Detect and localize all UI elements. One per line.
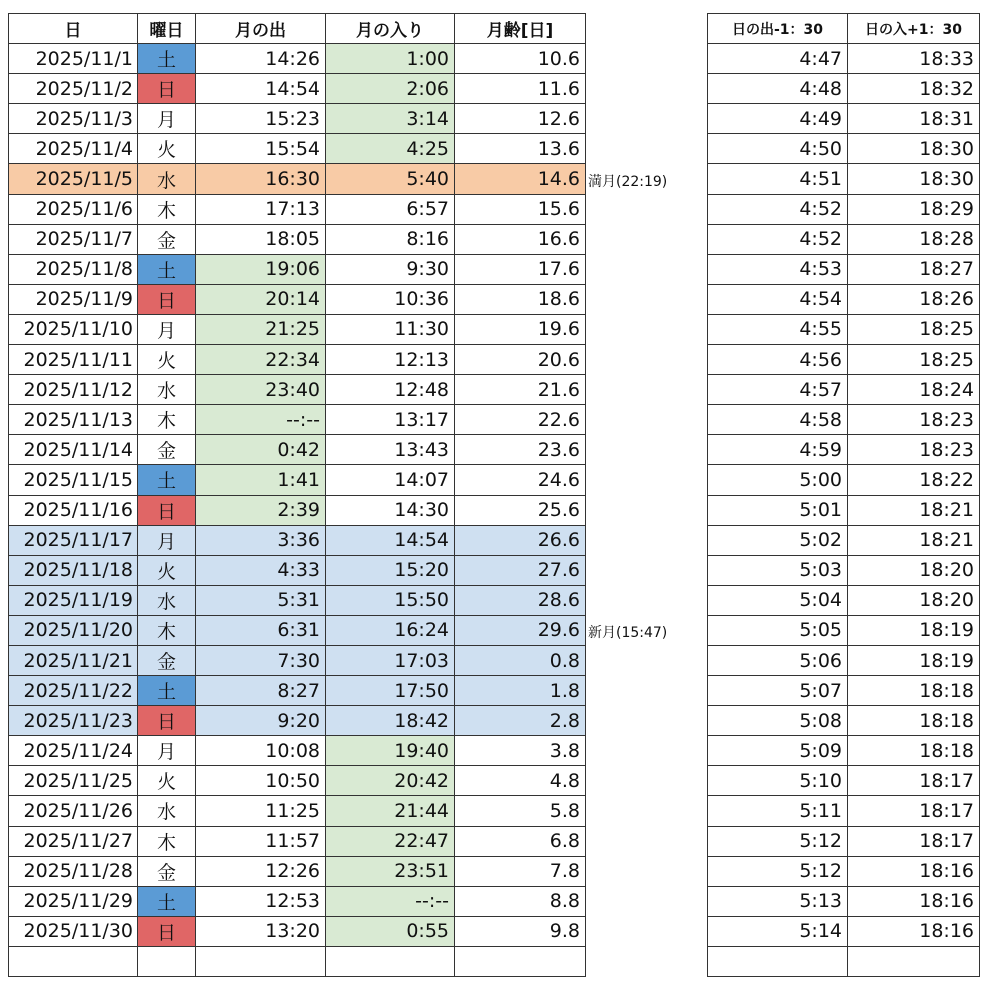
moon-age-cell: 5.8 — [455, 796, 586, 826]
moonset-cell: 5:40 — [326, 164, 455, 194]
youbi-cell: 日 — [138, 495, 196, 525]
date-cell: 2025/11/15 — [9, 465, 138, 495]
table-row — [9, 465, 586, 495]
sunset-cell: 18:29 — [848, 194, 980, 224]
moon-age-cell: 9.8 — [455, 916, 586, 946]
header-moon-age: 月齢[日] — [455, 14, 586, 44]
sun-table — [707, 13, 980, 977]
date-cell: 2025/11/22 — [9, 676, 138, 706]
sunrise-cell: 5:11 — [708, 796, 848, 826]
moonrise-cell: 4:33 — [196, 555, 326, 585]
sunset-cell: 18:20 — [848, 585, 980, 615]
moonset-cell: 12:13 — [326, 345, 455, 375]
moonrise-cell: 12:26 — [196, 856, 326, 886]
sunset-cell: 18:23 — [848, 435, 980, 465]
table-row — [9, 676, 586, 706]
moon-age-cell: 26.6 — [455, 525, 586, 555]
table-row — [9, 435, 586, 465]
sunrise-cell: 5:09 — [708, 736, 848, 766]
date-cell: 2025/11/26 — [9, 796, 138, 826]
youbi-cell: 月 — [138, 104, 196, 134]
sunrise-cell: 4:52 — [708, 194, 848, 224]
table-row — [9, 525, 586, 555]
moonset-cell: 6:57 — [326, 194, 455, 224]
table-row — [708, 104, 980, 134]
youbi-cell: 木 — [138, 826, 196, 856]
table-row — [708, 796, 980, 826]
moonset-cell: 14:30 — [326, 495, 455, 525]
moon-age-cell: 23.6 — [455, 435, 586, 465]
moonset-cell: 0:55 — [326, 916, 455, 946]
moonrise-cell: 8:27 — [196, 676, 326, 706]
moonrise-cell: 11:25 — [196, 796, 326, 826]
sunrise-cell: 5:08 — [708, 706, 848, 736]
moonset-cell: 8:16 — [326, 224, 455, 254]
table-row — [708, 585, 980, 615]
table-row — [9, 345, 586, 375]
moon-age-cell: 21.6 — [455, 375, 586, 405]
sunrise-cell: 4:53 — [708, 254, 848, 284]
table-row — [9, 615, 586, 645]
youbi-cell: 土 — [138, 886, 196, 916]
moonrise-cell: 14:26 — [196, 44, 326, 74]
moon-age-cell: 22.6 — [455, 405, 586, 435]
moonrise-cell: 14:54 — [196, 74, 326, 104]
moonrise-cell: 23:40 — [196, 375, 326, 405]
moon-age-cell: 27.6 — [455, 555, 586, 585]
header-moonset: 月の入り — [326, 14, 455, 44]
header-moonrise: 月の出 — [196, 14, 326, 44]
empty-row — [9, 946, 586, 976]
moon-phase-note: 新月(15:47) — [588, 625, 668, 641]
moonset-cell: 22:47 — [326, 826, 455, 856]
sunrise-cell: 5:03 — [708, 555, 848, 585]
moonset-cell: 20:42 — [326, 766, 455, 796]
date-cell: 2025/11/2 — [9, 74, 138, 104]
table-row — [708, 435, 980, 465]
sunset-cell: 18:16 — [848, 916, 980, 946]
date-cell: 2025/11/7 — [9, 224, 138, 254]
table-row — [708, 164, 980, 194]
moonset-cell: 19:40 — [326, 736, 455, 766]
moon-age-cell: 6.8 — [455, 826, 586, 856]
sunrise-cell: 5:04 — [708, 585, 848, 615]
date-cell: 2025/11/27 — [9, 826, 138, 856]
moon-age-cell: 2.8 — [455, 706, 586, 736]
moonrise-cell: 21:25 — [196, 314, 326, 344]
sunrise-cell: 5:14 — [708, 916, 848, 946]
youbi-cell: 木 — [138, 194, 196, 224]
moon-age-cell: 11.6 — [455, 74, 586, 104]
empty-cell — [196, 946, 326, 976]
youbi-cell: 金 — [138, 856, 196, 886]
sunrise-cell: 4:48 — [708, 74, 848, 104]
moonrise-cell: 2:39 — [196, 495, 326, 525]
table-row — [9, 254, 586, 284]
moonset-cell: 15:20 — [326, 555, 455, 585]
moonset-cell: 17:50 — [326, 676, 455, 706]
empty-cell — [848, 946, 980, 976]
table-row — [708, 766, 980, 796]
sunset-cell: 18:27 — [848, 254, 980, 284]
table-row — [9, 886, 586, 916]
table-row — [9, 405, 586, 435]
moonset-cell: 21:44 — [326, 796, 455, 826]
date-cell: 2025/11/11 — [9, 345, 138, 375]
moonrise-cell: 6:31 — [196, 615, 326, 645]
sunrise-cell: 4:58 — [708, 405, 848, 435]
sunset-cell: 18:23 — [848, 405, 980, 435]
header-sunset: 日の入+1：30 — [848, 14, 980, 44]
table-row — [708, 44, 980, 74]
youbi-cell: 火 — [138, 345, 196, 375]
moonset-cell: 14:07 — [326, 465, 455, 495]
sunset-cell: 18:19 — [848, 645, 980, 675]
date-cell: 2025/11/13 — [9, 405, 138, 435]
youbi-cell: 日 — [138, 284, 196, 314]
table-row — [9, 375, 586, 405]
moon-age-cell: 15.6 — [455, 194, 586, 224]
date-cell: 2025/11/12 — [9, 375, 138, 405]
table-row — [708, 826, 980, 856]
moon-age-cell: 13.6 — [455, 134, 586, 164]
moon-table-header-row — [9, 14, 586, 44]
sunset-cell: 18:26 — [848, 284, 980, 314]
sunrise-cell: 4:50 — [708, 134, 848, 164]
moonrise-cell: 20:14 — [196, 284, 326, 314]
youbi-cell: 土 — [138, 676, 196, 706]
moonset-cell: 23:51 — [326, 856, 455, 886]
table-row — [708, 495, 980, 525]
sunset-cell: 18:17 — [848, 826, 980, 856]
moon-age-cell: 28.6 — [455, 585, 586, 615]
empty-row — [708, 946, 980, 976]
date-cell: 2025/11/14 — [9, 435, 138, 465]
date-cell: 2025/11/28 — [9, 856, 138, 886]
sunrise-cell: 4:56 — [708, 345, 848, 375]
moonrise-cell: 10:50 — [196, 766, 326, 796]
moon-age-cell: 0.8 — [455, 645, 586, 675]
moonset-cell: 4:25 — [326, 134, 455, 164]
table-row — [708, 405, 980, 435]
sunset-cell: 18:18 — [848, 736, 980, 766]
moon-age-cell: 8.8 — [455, 886, 586, 916]
moonset-cell: 14:54 — [326, 525, 455, 555]
youbi-cell: 水 — [138, 375, 196, 405]
table-row — [9, 284, 586, 314]
moonset-cell: 2:06 — [326, 74, 455, 104]
sunset-cell: 18:17 — [848, 796, 980, 826]
table-row — [708, 194, 980, 224]
youbi-cell: 日 — [138, 74, 196, 104]
table-row — [708, 134, 980, 164]
table-row — [9, 134, 586, 164]
sunrise-cell: 4:57 — [708, 375, 848, 405]
table-row — [9, 585, 586, 615]
youbi-cell: 火 — [138, 555, 196, 585]
youbi-cell: 水 — [138, 164, 196, 194]
sunrise-cell: 5:06 — [708, 645, 848, 675]
date-cell: 2025/11/19 — [9, 585, 138, 615]
sunrise-cell: 5:12 — [708, 826, 848, 856]
header-youbi: 曜日 — [138, 14, 196, 44]
moonset-cell: 18:42 — [326, 706, 455, 736]
moon-age-cell: 16.6 — [455, 224, 586, 254]
date-cell: 2025/11/25 — [9, 766, 138, 796]
moon-age-cell: 14.6 — [455, 164, 586, 194]
moon-age-cell: 18.6 — [455, 284, 586, 314]
youbi-cell: 金 — [138, 224, 196, 254]
sunrise-cell: 4:51 — [708, 164, 848, 194]
moonrise-cell: 1:41 — [196, 465, 326, 495]
empty-cell — [9, 946, 138, 976]
table-row — [9, 706, 586, 736]
moon-age-cell: 19.6 — [455, 314, 586, 344]
youbi-cell: 土 — [138, 465, 196, 495]
sunset-cell: 18:25 — [848, 314, 980, 344]
table-row — [9, 44, 586, 74]
table-row — [9, 194, 586, 224]
moonrise-cell: 22:34 — [196, 345, 326, 375]
table-row — [708, 645, 980, 675]
moonrise-cell: 12:53 — [196, 886, 326, 916]
moon-age-cell: 10.6 — [455, 44, 586, 74]
sunrise-cell: 4:54 — [708, 284, 848, 314]
table-row — [9, 555, 586, 585]
sunset-cell: 18:30 — [848, 134, 980, 164]
youbi-cell: 月 — [138, 314, 196, 344]
sunrise-cell: 5:13 — [708, 886, 848, 916]
moon-age-cell: 17.6 — [455, 254, 586, 284]
date-cell: 2025/11/17 — [9, 525, 138, 555]
sunset-cell: 18:22 — [848, 465, 980, 495]
date-cell: 2025/11/21 — [9, 645, 138, 675]
table-row — [708, 224, 980, 254]
sunset-cell: 18:24 — [848, 375, 980, 405]
sunset-cell: 18:28 — [848, 224, 980, 254]
date-cell: 2025/11/9 — [9, 284, 138, 314]
table-row — [708, 525, 980, 555]
sunset-cell: 18:16 — [848, 856, 980, 886]
date-cell: 2025/11/30 — [9, 916, 138, 946]
sunset-cell: 18:30 — [848, 164, 980, 194]
empty-cell — [455, 946, 586, 976]
date-cell: 2025/11/24 — [9, 736, 138, 766]
moonset-cell: 1:00 — [326, 44, 455, 74]
empty-cell — [138, 946, 196, 976]
date-cell: 2025/11/10 — [9, 314, 138, 344]
moonrise-cell: 9:20 — [196, 706, 326, 736]
table-row — [9, 74, 586, 104]
moon-age-cell: 1.8 — [455, 676, 586, 706]
sunset-cell: 18:31 — [848, 104, 980, 134]
sunrise-cell: 5:01 — [708, 495, 848, 525]
moonset-cell: 13:17 — [326, 405, 455, 435]
sunrise-cell: 5:02 — [708, 525, 848, 555]
date-cell: 2025/11/1 — [9, 44, 138, 74]
moonset-cell: 12:48 — [326, 375, 455, 405]
moon-age-cell: 4.8 — [455, 766, 586, 796]
moonrise-cell: 3:36 — [196, 525, 326, 555]
moonset-cell: --:-- — [326, 886, 455, 916]
moonrise-cell: 11:57 — [196, 826, 326, 856]
date-cell: 2025/11/29 — [9, 886, 138, 916]
sunrise-cell: 4:55 — [708, 314, 848, 344]
table-row — [708, 375, 980, 405]
moonset-cell: 16:24 — [326, 615, 455, 645]
table-row — [9, 856, 586, 886]
date-cell: 2025/11/3 — [9, 104, 138, 134]
table-row — [708, 615, 980, 645]
table-row — [9, 645, 586, 675]
youbi-cell: 金 — [138, 435, 196, 465]
table-row — [708, 736, 980, 766]
table-row — [9, 736, 586, 766]
moon-age-cell: 12.6 — [455, 104, 586, 134]
youbi-cell: 日 — [138, 916, 196, 946]
youbi-cell: 木 — [138, 615, 196, 645]
moon-age-cell: 7.8 — [455, 856, 586, 886]
date-cell: 2025/11/20 — [9, 615, 138, 645]
sunset-cell: 18:18 — [848, 706, 980, 736]
table-row — [708, 916, 980, 946]
youbi-cell: 土 — [138, 44, 196, 74]
table-row — [708, 345, 980, 375]
sunset-cell: 18:16 — [848, 886, 980, 916]
sunset-cell: 18:18 — [848, 676, 980, 706]
youbi-cell: 木 — [138, 405, 196, 435]
moon-table — [8, 13, 586, 977]
table-row — [9, 224, 586, 254]
moonset-cell: 15:50 — [326, 585, 455, 615]
sunrise-cell: 5:10 — [708, 766, 848, 796]
youbi-cell: 水 — [138, 796, 196, 826]
sunrise-cell: 5:00 — [708, 465, 848, 495]
sunrise-cell: 5:07 — [708, 676, 848, 706]
table-row — [9, 495, 586, 525]
sunset-cell: 18:33 — [848, 44, 980, 74]
table-row — [9, 766, 586, 796]
table-row — [9, 164, 586, 194]
moonrise-cell: --:-- — [196, 405, 326, 435]
moonrise-cell: 19:06 — [196, 254, 326, 284]
moonrise-cell: 0:42 — [196, 435, 326, 465]
date-cell: 2025/11/4 — [9, 134, 138, 164]
moon-age-cell: 20.6 — [455, 345, 586, 375]
moonrise-cell: 10:08 — [196, 736, 326, 766]
moonrise-cell: 17:13 — [196, 194, 326, 224]
sunset-cell: 18:21 — [848, 525, 980, 555]
table-row — [708, 74, 980, 104]
sunrise-cell: 5:05 — [708, 615, 848, 645]
table-row — [9, 796, 586, 826]
youbi-cell: 金 — [138, 645, 196, 675]
table-row — [9, 314, 586, 344]
table-row — [9, 916, 586, 946]
youbi-cell: 火 — [138, 134, 196, 164]
table-row — [708, 886, 980, 916]
date-cell: 2025/11/16 — [9, 495, 138, 525]
table-row — [9, 104, 586, 134]
header-sunrise: 日の出-1：30 — [708, 14, 848, 44]
sunrise-cell: 4:59 — [708, 435, 848, 465]
moonset-cell: 9:30 — [326, 254, 455, 284]
sunrise-cell: 5:12 — [708, 856, 848, 886]
sunset-cell: 18:20 — [848, 555, 980, 585]
moon-phase-note: 満月(22:19) — [588, 173, 668, 190]
youbi-cell: 月 — [138, 525, 196, 555]
sunrise-cell: 4:47 — [708, 44, 848, 74]
moonrise-cell: 13:20 — [196, 916, 326, 946]
youbi-cell: 火 — [138, 766, 196, 796]
table-row — [708, 254, 980, 284]
youbi-cell: 水 — [138, 585, 196, 615]
sunset-cell: 18:32 — [848, 74, 980, 104]
sunrise-cell: 4:49 — [708, 104, 848, 134]
moonrise-cell: 15:23 — [196, 104, 326, 134]
youbi-cell: 土 — [138, 254, 196, 284]
table-row — [708, 284, 980, 314]
moonrise-cell: 15:54 — [196, 134, 326, 164]
sunset-cell: 18:21 — [848, 495, 980, 525]
sunset-cell: 18:25 — [848, 345, 980, 375]
moonrise-cell: 16:30 — [196, 164, 326, 194]
table-row — [708, 555, 980, 585]
moonrise-cell: 5:31 — [196, 585, 326, 615]
moonset-cell: 13:43 — [326, 435, 455, 465]
youbi-cell: 月 — [138, 736, 196, 766]
date-cell: 2025/11/8 — [9, 254, 138, 284]
moonset-cell: 3:14 — [326, 104, 455, 134]
table-row — [708, 465, 980, 495]
moon-age-cell: 3.8 — [455, 736, 586, 766]
sunset-cell: 18:17 — [848, 766, 980, 796]
table-row — [9, 826, 586, 856]
moon-age-cell: 25.6 — [455, 495, 586, 525]
date-cell: 2025/11/5 — [9, 164, 138, 194]
moonset-cell: 17:03 — [326, 645, 455, 675]
date-cell: 2025/11/18 — [9, 555, 138, 585]
moonrise-cell: 7:30 — [196, 645, 326, 675]
sunset-cell: 18:19 — [848, 615, 980, 645]
moon-age-cell: 24.6 — [455, 465, 586, 495]
table-row — [708, 706, 980, 736]
youbi-cell: 日 — [138, 706, 196, 736]
date-cell: 2025/11/6 — [9, 194, 138, 224]
sunrise-cell: 4:52 — [708, 224, 848, 254]
table-row — [708, 856, 980, 886]
table-row — [708, 314, 980, 344]
moonrise-cell: 18:05 — [196, 224, 326, 254]
empty-cell — [708, 946, 848, 976]
table-row — [708, 676, 980, 706]
moon-age-cell: 29.6 — [455, 615, 586, 645]
sun-table-header-row — [708, 14, 980, 44]
header-date: 日 — [9, 14, 138, 44]
date-cell: 2025/11/23 — [9, 706, 138, 736]
empty-cell — [326, 946, 455, 976]
moonset-cell: 11:30 — [326, 314, 455, 344]
moonset-cell: 10:36 — [326, 284, 455, 314]
